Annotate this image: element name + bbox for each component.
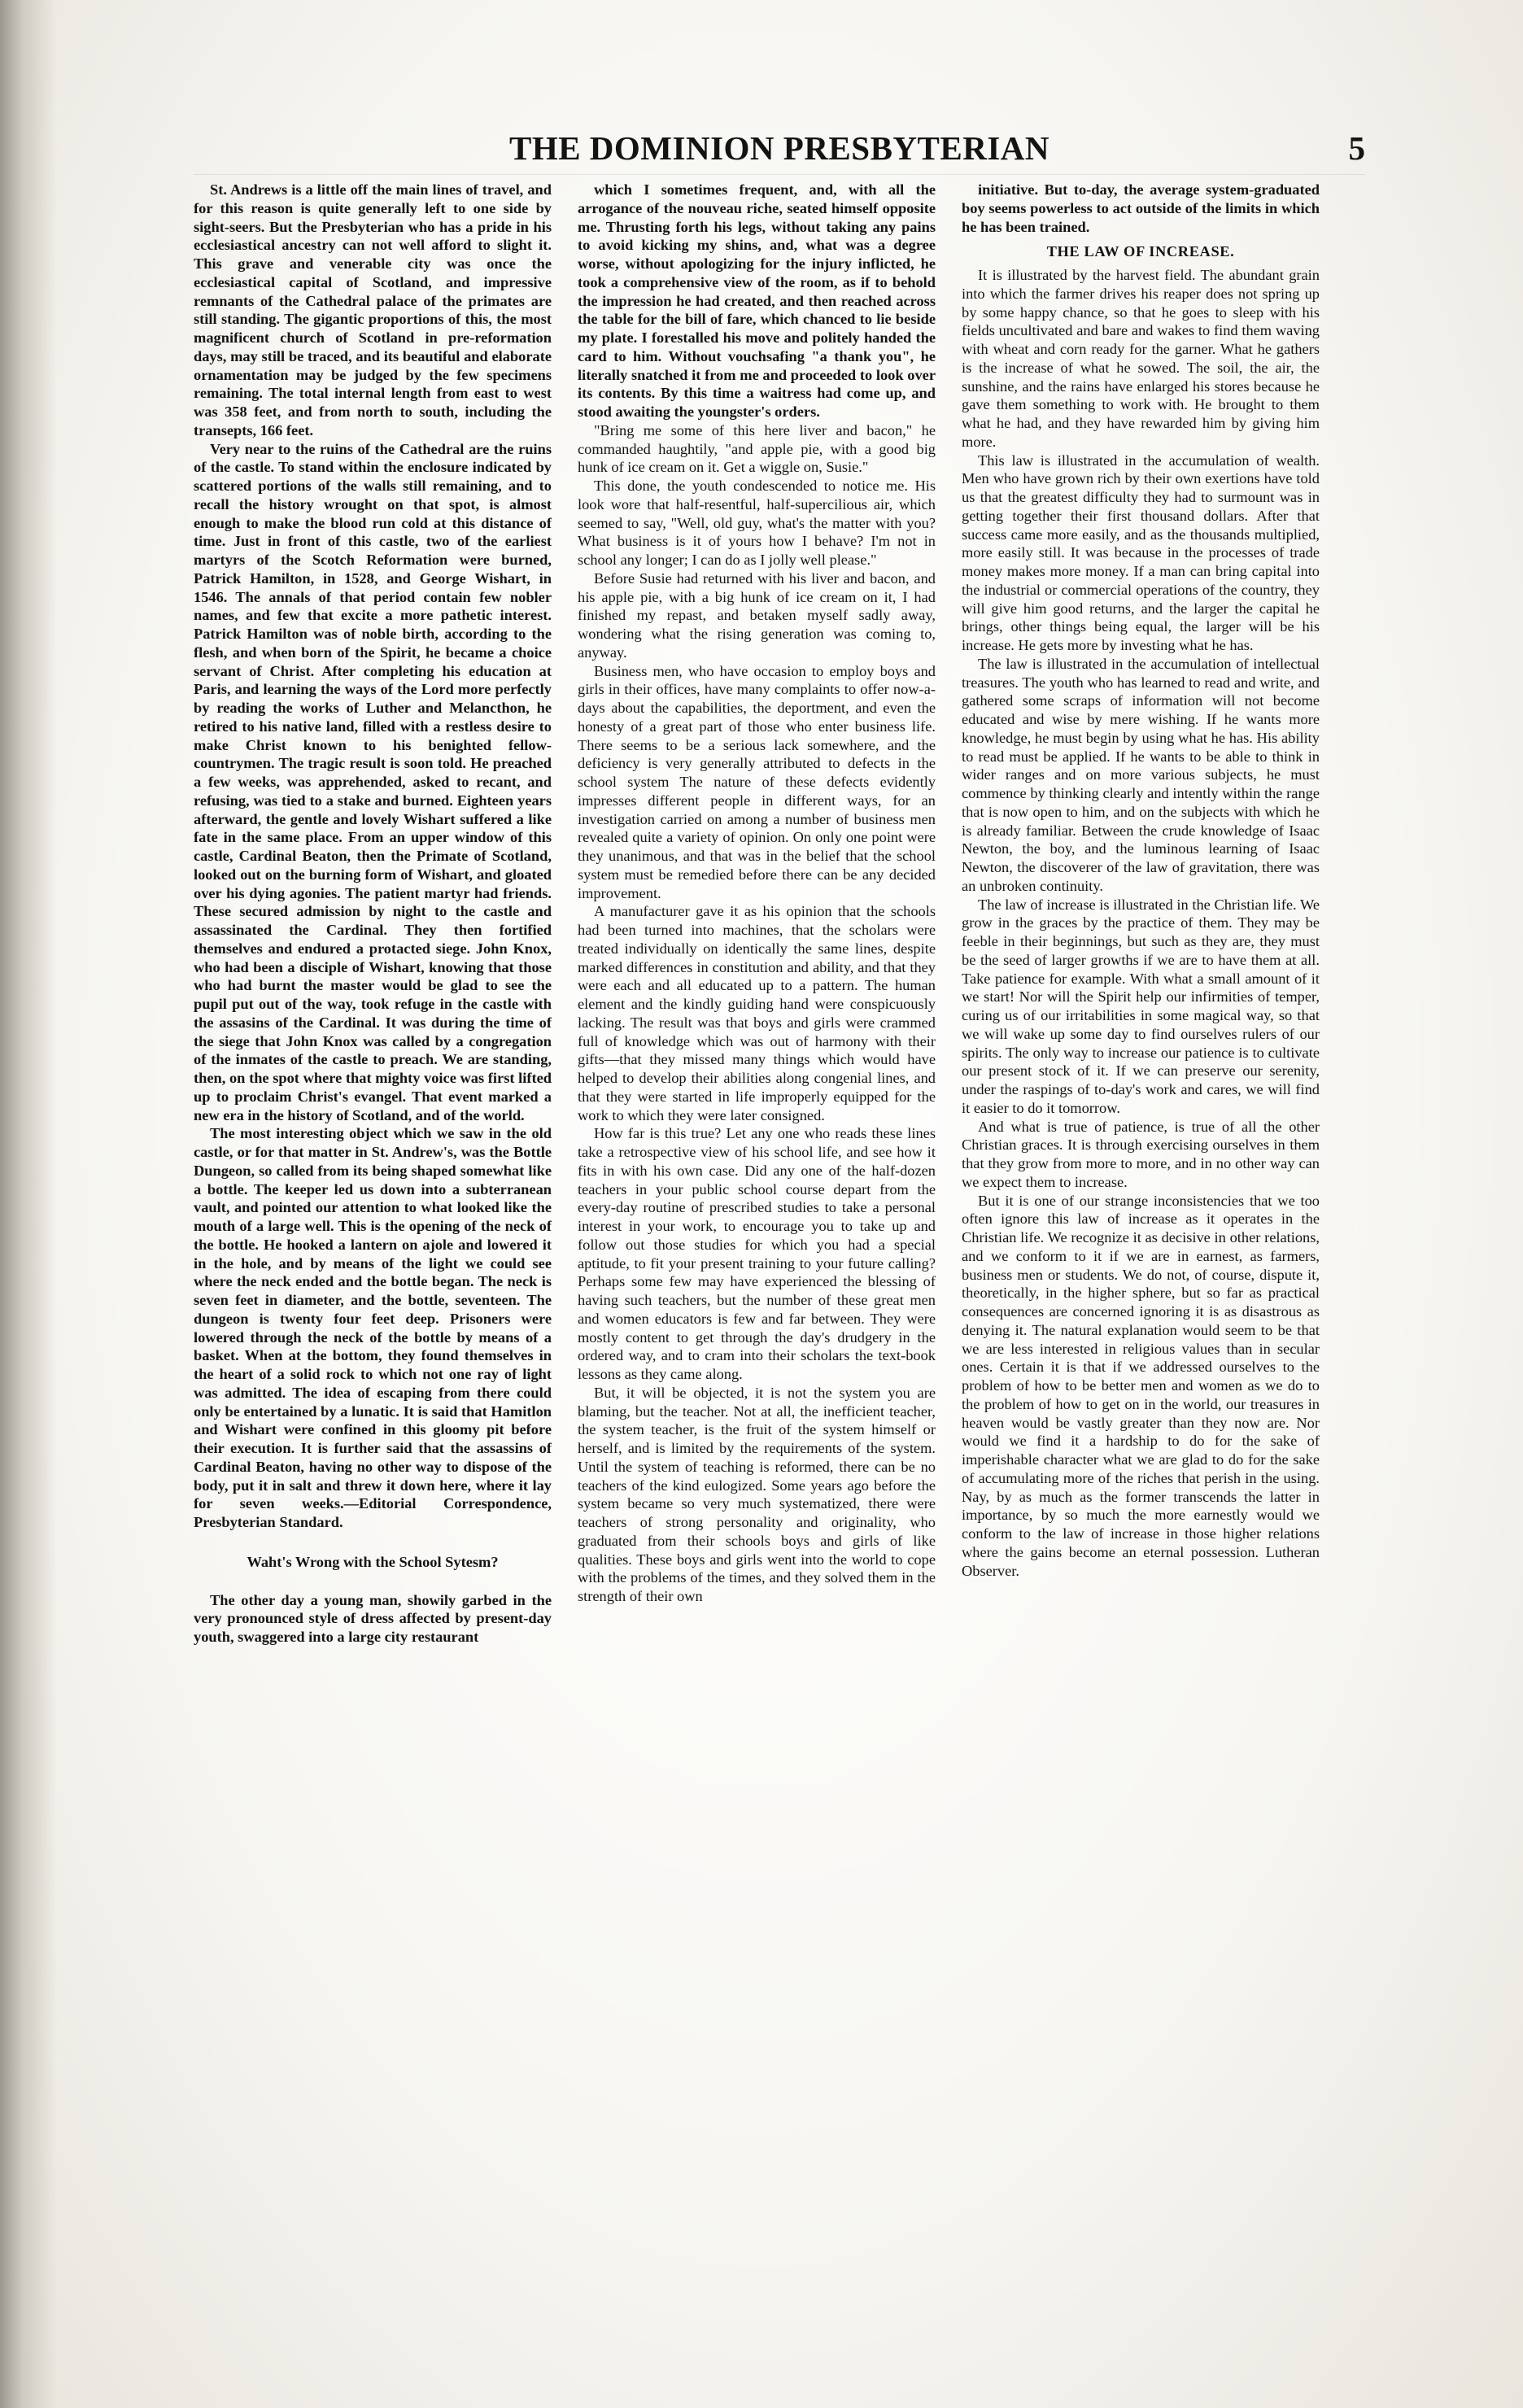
paragraph: The most interesting object which we saw in the old castle, or for that matter in St. Andrew's, was the Bottle Dungeon, so called from its being shaped somewhat like a bottle. The keeper led us down into a subterranean vault, and pointed our attention to what looked like the mouth of a large well. This is the opening of the neck of the bottle. He hooked a lantern on ajole and lowered it in the hole, and by means of the light we could see where the neck ended and the bottle began. The neck is seven feet in diameter, and the bottle, seventeen. The dungeon is twenty four feet deep. Prisoners were lowered through the neck of the bottle by means of a basket. When at the bottom, they found themselves in the heart of a solid rock to which not one ray of light was admitted. The idea of escaping from there could only be entertained by a lunatic. It is said that Hamitlon and Wishart were confined in this gloomy pit before their execution. It is further said that the assassins of Cardinal Beaton, having no other way to dispose of the body, put it in salt and threw it down here, where it lay for seven weeks.—Editorial Correspondence, Presbyterian Standard. [194, 1125, 552, 1530]
paragraph: which I sometimes frequent, and, with all the arrogance of the nouveau riche, seated himself opposite me. Thrusting forth his legs, without taking any pains to avoid kicking my shins, and, what was a degree worse, without apologizing for the injury inflicted, he took a comprehensive view of the room, as if to behold the impression he had created, and then reached across the table for the bill of fare, which chanced to lie beside my plate. I forestalled his move and politely handed the card to him. Without vouchsafing "a thank you", he literally snatched it from me and proceeded to look over its contents. By this time a waitress had come up, and stood awaiting the youngster's orders. [578, 181, 936, 420]
st-andrews-article [194, 181, 552, 1532]
school-system-article-start [194, 1591, 552, 1647]
paragraph: This done, the youth condescended to notice me. His look wore that half-resentful, half-supercilious air, which seemed to say, "Well, old guy, what's the matter with you? What business is it of yours how I behave? I'm not in school any longer; I can do as I jolly well please." [578, 478, 936, 568]
page-number: 5 [1348, 129, 1365, 167]
paragraph: St. Andrews is a little off the main lines of travel, and for this reason is quite generally left to one side by sight-seers. But the Presbyterian who has a pride in his ecclesiastical ancestry can not well afford to slight it. This grave and venerable city was once the ecclesiastical capital of Scotland, and impressive remnants of the Cathedral palace of the primates are still standing. The gigantic proportions of this, the most magnificent church of Scotland in pre-reformation days, may still be traced, and its beautiful and elaborate ornamentation may be judged by the few specimens remaining. The total internal length from east to west was 358 feet, and from north to south, including the transepts, 166 feet. [194, 181, 552, 438]
article-subheading: Waht's Wrong with the School Sytesm? [247, 1553, 499, 1570]
paragraph: "Bring me some of this here liver and bacon," he commanded haughtily, "and apple pie, with a good big hunk of ice cream on it. Get a wiggle on, Susie." [578, 421, 936, 476]
paragraph: Very near to the ruins of the Cathedral are the ruins of the castle. To stand within the enclosure indicated by scattered portions of the walls still remaining, and to recall the history wrought on that spot, is almost enough to make the blood run cold at this distance of time. Just in front of this castle, two of the earliest martyrs of the Scotch Reformation were burned, Patrick Hamilton, in 1528, and George Wishart, in 1546. The annals of that period contain few nobler names, and few that excite a more pathetic interest. Patrick Hamilton was of noble birth, according to the flesh, and when born of the Spirit, he became a choice servant of Christ. After completing his education at Paris, and learning the ways of the Lord more perfectly by reading the works of Luther and Melancthon, he retired to his native land, filled with a restless desire to make Christ known to his benighted fellow-countrymen. The tragic result is soon told. He preached a few weeks, was apprehended, asked to recant, and refusing, was tied to a stake and burned. Eighteen years afterward, the gentle and lovely Wishart suffered a like fate in the same place. From an upper window of this castle, Cardinal Beaton, then the Primate of Scotland, looked out on the burning form of Wishart, and gloated over his dying agonies. The patient martyr had friends. These secured admission by night to the castle and assassinated the Cardinal. They then fortified themselves and endured a protacted siege. John Knox, who had been a disciple of Wishart, knowing that those who had burnt the master would be glad to see the pupil put out of the way, took refuge in the castle with the assasins of the Cardinal. It was during the time of the siege that John Knox was called by a congregation of the inmates of the castle to preach. We are standing, then, on the spot where that mighty voice was first lifted up to proclaim Christ's evangel. That event marked a new era in the history of Scotland, and of the world. [194, 440, 552, 1123]
paragraph: But it is one of our strange inconsistencies that we too often ignore this law of increase as it operates in the Christian life. We recognize it as decisive in other relations, and we conform to it if we are in earnest, as farmers, business men or students. We do not, of course, dispute it, theoretically, in the higher sphere, but so far as practical consequences are concerned ignoring it is as disastrous as denying it. The natural explanation would seem to be that we are less interested in religious values than in secular ones. Certain it is that if we addressed ourselves to the problem of how to be better men and women as we do to the problem of how to get on in the world, our treasures in heaven would be vastly greater than they now are. Nor would we find it a hardship to do for the sake of imperishable character what we are glad to do for the sake of accumulating more of the riches that perish in the using. Nay, by as much as the former transcends the latter in importance, by so much the more earnestly would we conform to the law of increase in those higher relations where the gains become an eternal possession. Lutheran Observer. [962, 1192, 1320, 1579]
paragraph: A manufacturer gave it as his opinion that the schools had been turned into machines, that the scholars were treated individually on identically the same lines, despite marked differences in constitution and ability, and that they were each and all educated up to a pattern. The human element and the kindly guiding hand were conspicuously lacking. The result was that boys and girls were crammed full of knowledge which was out of harmony with their gifts—that they missed many things which would have helped to develop their abilities along congenial lines, and that they were started in life improperly equipped for the work to which they were later consigned. [578, 903, 936, 1123]
paragraph: initiative. But to-day, the average system-graduated boy seems powerless to act outside of the limits in which he has been trained. [962, 181, 1320, 235]
paragraph: The other day a young man, showily garbed in the very pronounced style of dress affected by present-day youth, swaggered into a large city restaurant [194, 1591, 552, 1645]
paragraph: The law of increase is illustrated in the Christian life. We grow in the graces by the practice of them. They may be feeble in their beginnings, but such as they are, they must be the seed of larger growths if we are to have them at all. Take patience for example. With what a small amount of it we start! Nor will the Spirit help our infirmities of temper, curing us of our irritabilities in some magical way, so that we will wake up some day to find ourselves rulers of our spirits. The only way to increase our patience is to cultivate our present stock of it. If we can preserve our serenity, under the raspings of to-day's work and cares, we will find it easier to do it tomorrow. [962, 896, 1320, 1116]
header-rule [194, 174, 1365, 175]
page-header [194, 129, 1365, 174]
article-heading: THE LAW OF INCREASE. [1046, 243, 1235, 260]
column-2 [578, 181, 936, 2198]
column-1 [194, 181, 552, 2198]
paragraph: It is illustrated by the harvest field. The abundant grain into which the farmer drives his reaper does not spring up by some happy chance, so that he goes to sleep with his fields uncultivated and bare and wakes to find them waving with wheat and corn ready for the garner. What he gathers is the increase of what he sowed. The soil, the air, the sunshine, and the rains have enlarged his stores because he gave them something to work with. He brought to them what he had, and they have rewarded him by giving him more. [962, 267, 1320, 450]
masthead-title: THE DOMINION PRESBYTERIAN [508, 129, 1050, 167]
column-3 [962, 181, 1320, 2198]
paragraph: Business men, who have occasion to employ boys and girls in their offices, have many complaints to offer now-a-days about the capabilities, the deportment, and even the honesty of a great part of those who enter business life. There seems to be a serious lack somewhere, and the deficiency is very generally attributed to defects in the school system The nature of these defects evidently impresses different people in different ways, for an investigation carried on among a number of business men revealed quite a variety of opinion. On only one point were they unanimous, and that was in the belief that the school system must be remedied before there can be any decided improvement. [578, 662, 936, 901]
scan-shadow-edge [0, 0, 57, 2408]
paragraph: Before Susie had returned with his liver and bacon, and his apple pie, with a big hunk of ice cream on it, I had finished my repast, and betaken myself sadly away, wondering what the rising generation was coming to, anyway. [578, 569, 936, 661]
article-columns [194, 181, 1365, 2198]
paragraph: This law is illustrated in the accumulation of wealth. Men who have grown rich by their own exertions have told us that the greatest difficulty they had to surmount was in getting together their first thousand dollars. After that success came more easily, and as the thousands multiplied, more easily still. It was because in the processes of trade money makes more money. If a man can bring capital into the industrial or commercial operations of the country, they will give him good returns, and the larger the capital he brings, other things being equal, the larger will be his increase. He gets more by investing what he has. [962, 452, 1320, 653]
paragraph: But, it will be objected, it is not the system you are blaming, but the teacher. Not at all, the inefficient teacher, the system teacher, is the fruit of the system himself or herself, and is limited by the requirements of the system. Until the system of teaching is reformed, there can be no teachers of the kind eulogized. Some years ago before the system became so very much systematized, there were teachers of strong personality and originality, who graduated from their schools boys and girls of like qualities. These boys and girls went into the world to cope with the problems of the times, and they solved them in the strength of their own [578, 1384, 936, 1604]
paragraph: How far is this true? Let any one who reads these lines take a retrospective view of his school life, and see how it fits in with his own case. Did any one of the half-dozen teachers in your public school course depart from the every-day routine of prescribed studies to take a personal interest in your work, to encourage you to take up and follow out those studies for which you had a special aptitude, to fit your present training to your future calling? Perhaps some few may have experienced the blessing of having such teachers, but the number of these great men and women educators is few and far between. They were mostly content to get through the day's drudgery in the ordered way, and to cram into their scholars the text-book lessons as they came along. [578, 1125, 936, 1382]
paragraph: And what is true of patience, is true of all the other Christian graces. It is through exercising ourselves in them that they grow from more to more, and in no other way can we expect them to increase. [962, 1118, 1320, 1190]
paragraph: The law is illustrated in the accumulation of intellectual treasures. The youth who has learned to read and write, and gathered some scraps of information will not become educated and wise by mere wishing. If he wants more knowledge, he must begin by using what he has. His ability to read must be applied. If he wants to be able to think in wider ranges and on more various subjects, he must commence by thinking clearly and intently within the range that is now open to him, and on the subjects with which he is already familiar. Between the crude knowledge of Isaac Newton, the boy, and the luminous learning of Isaac Newton, the discoverer of the law of gravitation, there was an unbroken continuity. [962, 655, 1320, 894]
